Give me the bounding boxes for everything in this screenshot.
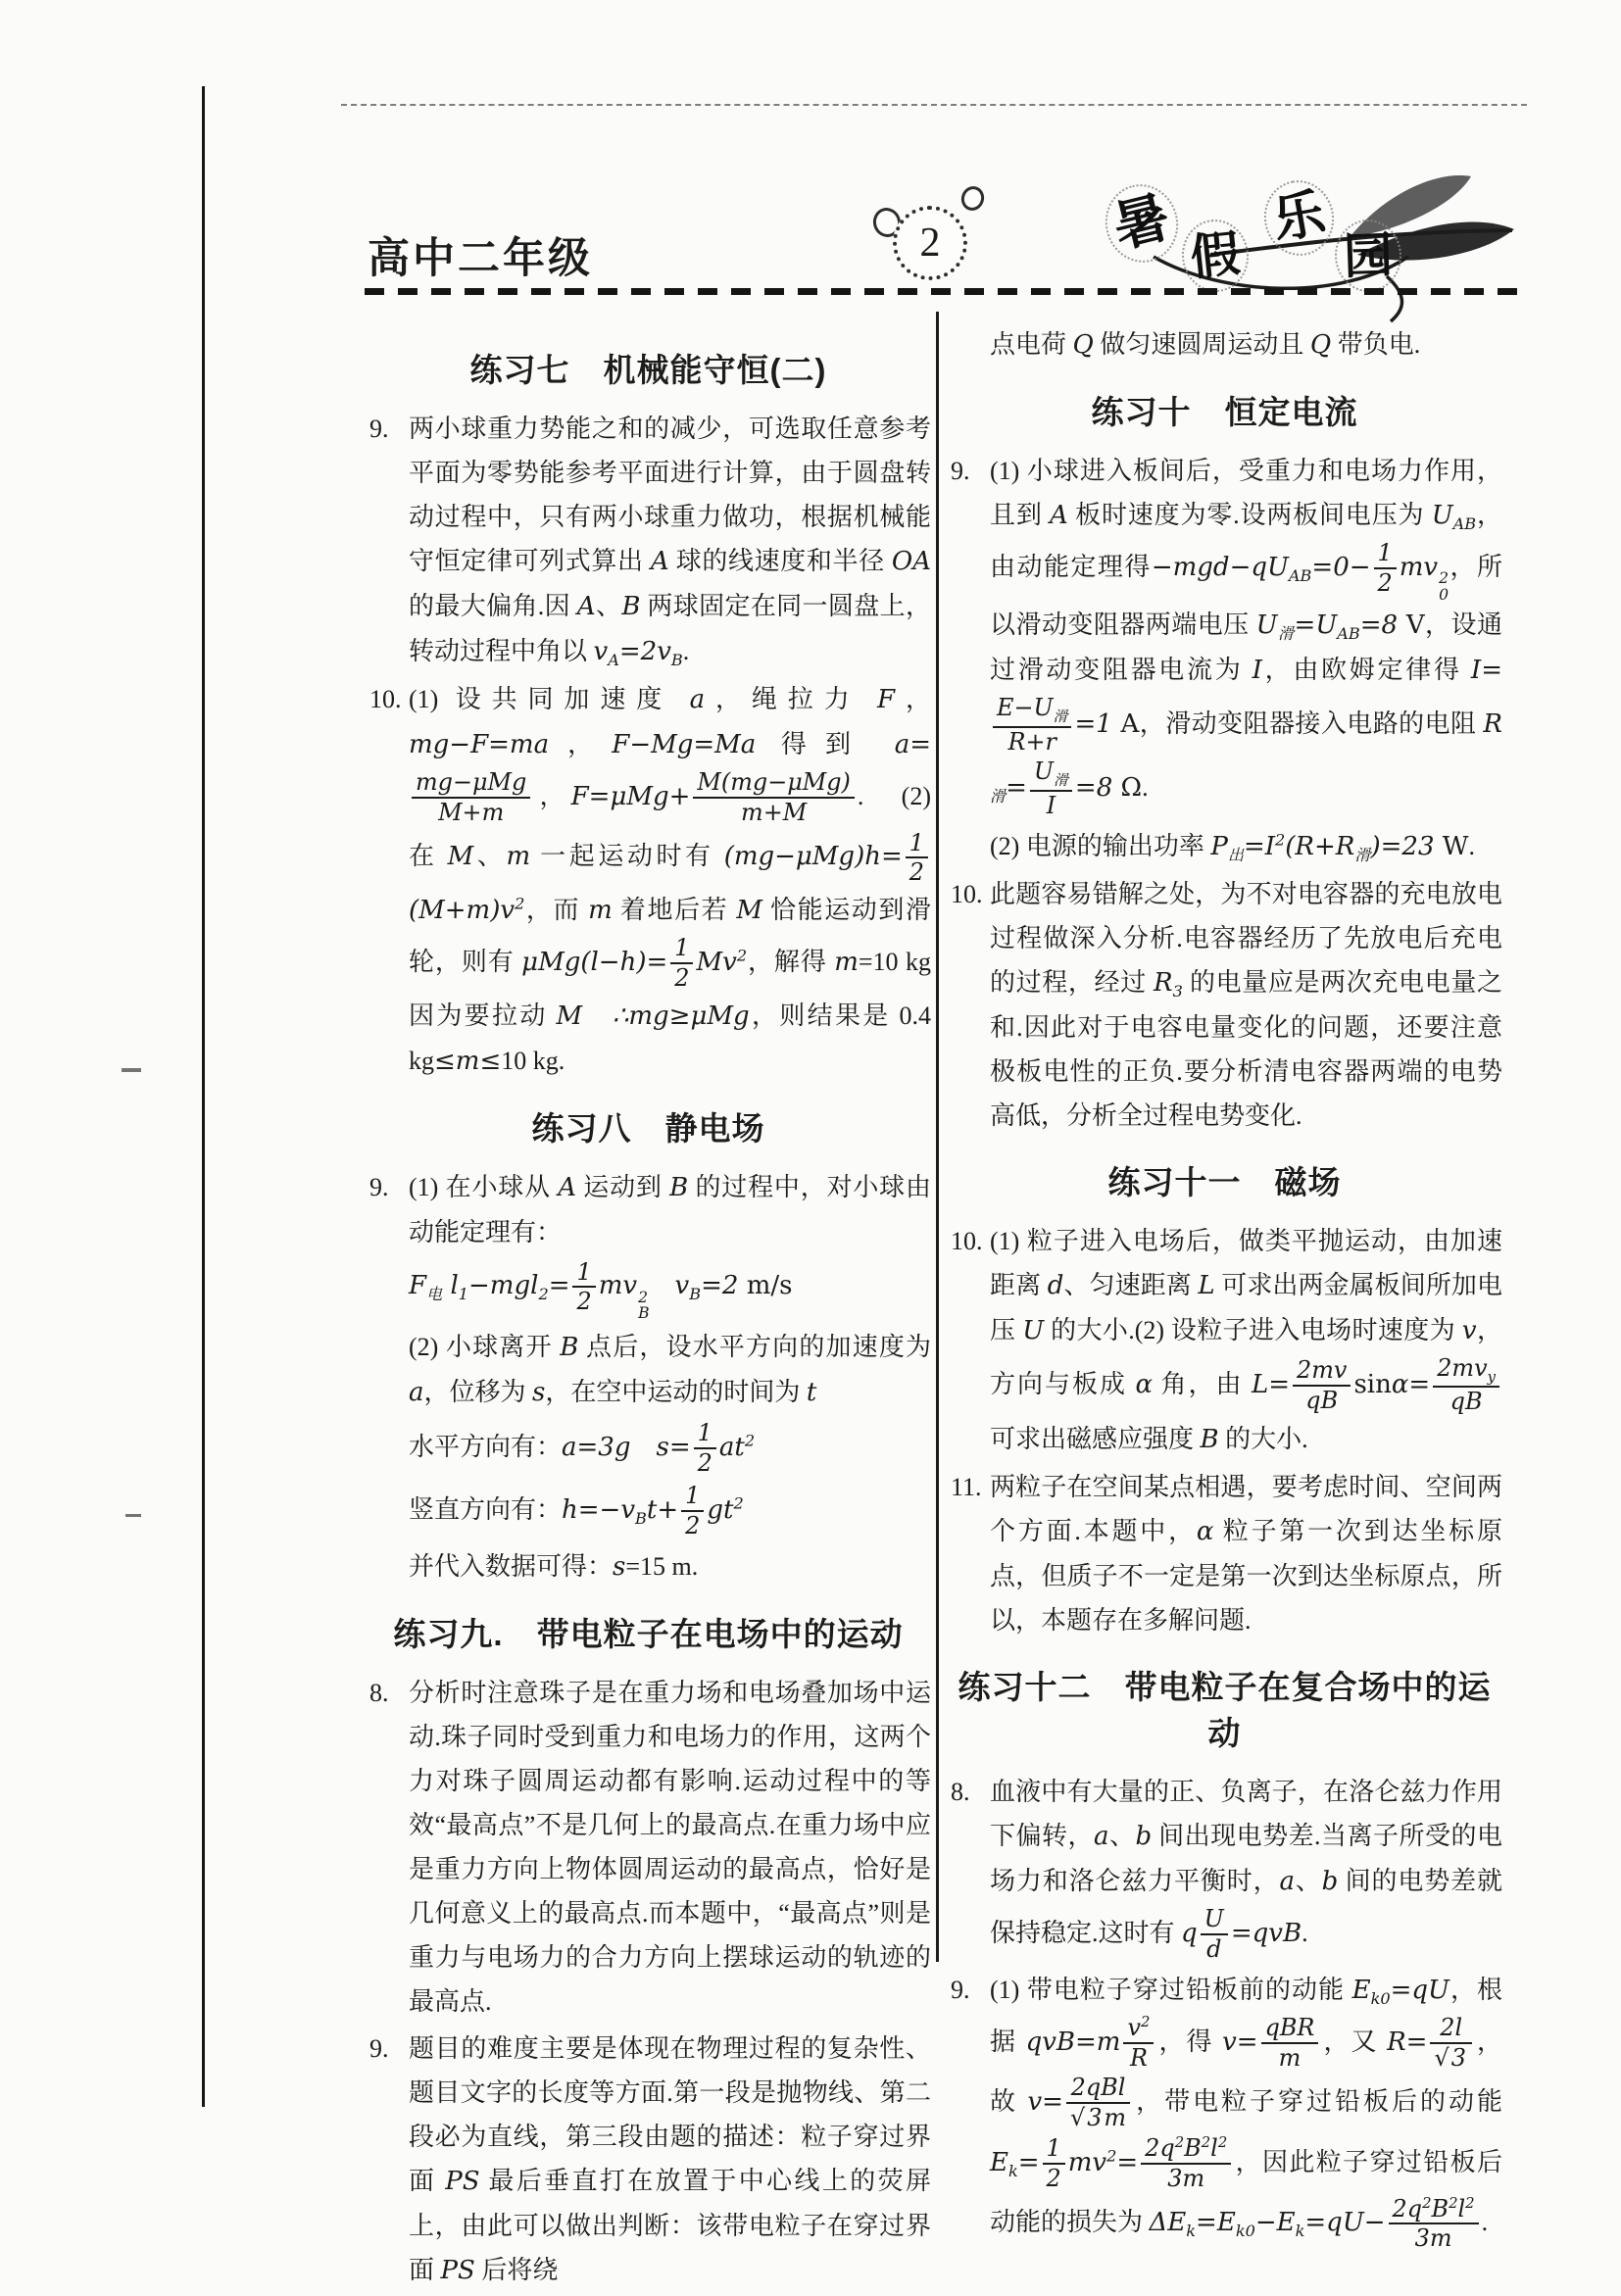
math-expression: Q bbox=[1309, 330, 1332, 360]
fraction-denominator: 2 bbox=[1377, 568, 1393, 597]
square-root bbox=[1070, 2105, 1104, 2131]
fraction bbox=[906, 830, 928, 887]
fraction-numerator: $2q^2B^2l^2$ bbox=[1389, 2196, 1479, 2225]
item-number: 10. bbox=[951, 879, 983, 908]
fraction-numerator: 1 bbox=[670, 935, 693, 964]
subscripted: $l_1$ bbox=[450, 1271, 469, 1304]
math-expression: d bbox=[1047, 1270, 1064, 1300]
math-expression: $P_出=I^2(R+R_滑)=23$ W bbox=[1210, 830, 1469, 865]
paragraph-text: (1) 粒子进入电场后，做类平抛运动，由加速距离 d、匀速距离 L 可求出两金属板间所加电压 U 的大小.(2) 设粒子进入电场时速度为 v，方向与板成 α 角，由 L= $\frac{2mv}{qB}$ sinα= $\frac{2mv_y}{qB}$ 可求出磁感应强度 B 的大小. bbox=[990, 1226, 1502, 1455]
subscript: k bbox=[1295, 2222, 1305, 2241]
subscript: 0 bbox=[1439, 585, 1449, 604]
subscript: 3 bbox=[1172, 982, 1183, 1001]
math-expression: α bbox=[1135, 1369, 1154, 1399]
fraction-numerator: 2qBl bbox=[1066, 2075, 1130, 2104]
subscript: AB bbox=[1337, 624, 1360, 644]
superscripted: $t^2$ bbox=[723, 1493, 744, 1526]
superscript: 2 bbox=[515, 894, 525, 913]
subscript: B bbox=[689, 1285, 702, 1304]
fraction bbox=[681, 1483, 704, 1539]
fraction bbox=[993, 695, 1071, 755]
superscripted: $v^2$ bbox=[1092, 2146, 1117, 2177]
fraction-numerator: 1 bbox=[694, 1420, 716, 1449]
fraction-denominator: 2 bbox=[1046, 2164, 1061, 2192]
subscript: 出 bbox=[1227, 846, 1244, 865]
subscripted: $E_{k0}$ bbox=[1351, 1975, 1391, 2008]
math-expression: a bbox=[409, 1377, 424, 1407]
math-expression: R= $\frac{2l}{√3}$ bbox=[1387, 2027, 1475, 2057]
header-dashed-rule bbox=[365, 288, 1527, 295]
item-number: 10. bbox=[951, 1226, 983, 1255]
subscript: B bbox=[638, 1304, 650, 1323]
superscripted: $v^2$ bbox=[722, 946, 748, 977]
math-expression: α bbox=[1196, 1517, 1214, 1547]
superscript: 2 bbox=[1217, 2133, 1228, 2151]
math-expression: b bbox=[1321, 1867, 1339, 1897]
math-expression: $R_滑=$ $\frac{U_滑}{I}$ =8 Ω bbox=[990, 708, 1502, 820]
answer-paragraph bbox=[366, 1544, 931, 1589]
answer-paragraph bbox=[366, 1257, 931, 1322]
subscript: 电 bbox=[426, 1285, 443, 1304]
fraction-numerator: 1 bbox=[572, 1259, 595, 1289]
section-title: 练习十二 带电粒子在复合场中的运动 bbox=[958, 1669, 1492, 1752]
superscript: 2 bbox=[1449, 2194, 1458, 2212]
fraction-denominator: 3m bbox=[1167, 2164, 1205, 2192]
math-expression: a=3g s= $\frac{1}{2}$ $at^2$ bbox=[562, 1418, 756, 1477]
math-expression: PS bbox=[445, 2166, 480, 2196]
upright-text: V bbox=[1405, 611, 1425, 641]
fraction-denominator bbox=[1430, 2044, 1471, 2072]
superscript: 2 bbox=[638, 1289, 648, 1307]
subscripted: $F_电$ bbox=[409, 1271, 443, 1304]
brand-character: 假 bbox=[1188, 225, 1243, 286]
math-expression: F=μMg+ $\frac{\text{M(mg−μMg)}}{m+M}$ bbox=[571, 782, 858, 811]
subscript: 滑 bbox=[1354, 846, 1371, 865]
upright-text: m/s bbox=[746, 1271, 793, 1301]
subscript: 2 bbox=[538, 1285, 549, 1304]
item-number: 9. bbox=[951, 1975, 970, 2004]
subscript: k0 bbox=[1370, 1989, 1391, 2008]
fraction-denominator: R+r bbox=[1007, 727, 1056, 756]
math-expression: v= $\frac{\text{qBR}}{m}$ bbox=[1222, 2027, 1321, 2057]
superscripted: $l^2$ bbox=[1457, 2194, 1475, 2223]
fraction-denominator: d bbox=[1206, 1935, 1222, 1964]
math-expression: B bbox=[1200, 1425, 1219, 1455]
math-expression bbox=[1153, 967, 1183, 1001]
subscripted: $R_滑$ bbox=[1335, 831, 1371, 865]
answer-paragraph bbox=[947, 1465, 1502, 1642]
fraction-numerator: mg−μMg bbox=[412, 769, 530, 799]
fraction-denominator: M+m bbox=[438, 798, 505, 826]
math-expression: $-mgd-qU_{AB}=0-$ $\frac{1}{2}$ mv 2 0 bbox=[1151, 539, 1449, 604]
item-number: 9. bbox=[951, 457, 970, 485]
answer-paragraph bbox=[947, 872, 1502, 1138]
math-expression: Q bbox=[1072, 330, 1094, 360]
fraction-numerator: 1 bbox=[906, 830, 928, 859]
upright-text: Ω bbox=[1120, 773, 1143, 804]
subscripted: $R_3$ bbox=[1153, 967, 1183, 1001]
superscripted: $B^2$ bbox=[1431, 2194, 1458, 2223]
math-expression: qvB=m $\frac{v^2}{R}$ bbox=[1026, 2027, 1157, 2057]
upright-text: sin bbox=[1353, 1369, 1392, 1399]
superscripted: $q^2$ bbox=[1159, 2133, 1185, 2162]
paragraph-text: (1) 小球进入板间后，受重力和电场力作用，且到 A 板时速度为零.设两板间电压为 $U_{AB}$，由动能定理得$-mgd-qU_{AB}=0-$ $\frac{1}{2}$ mv 2 0 ，所以滑动变阻器两端电压 $U_滑=U_{AB}=8$ V，设通过滑动变阻器电流为 I，由欧姆定律得 I= $\frac{E-U_滑}{R+r}$ =1 A，滑动变阻器接入电路的电阻 $R_滑=$ $\frac{U_滑}{I}$ =8 Ω. bbox=[990, 457, 1502, 820]
superscript: 2 bbox=[1106, 2146, 1117, 2166]
subscripted: $l_2$ bbox=[530, 1271, 549, 1304]
fraction-denominator: R bbox=[1129, 2043, 1148, 2072]
answer-paragraph bbox=[947, 322, 1502, 367]
superscripted: $I^2$ bbox=[1264, 830, 1286, 861]
page-number: 2 bbox=[919, 220, 941, 266]
answer-paragraph bbox=[947, 1770, 1502, 1965]
math-expression: mg−F=ma bbox=[409, 730, 550, 759]
fraction-numerator: 2l bbox=[1430, 2015, 1471, 2044]
answer-paragraph bbox=[366, 1671, 931, 2024]
subscript: k0 bbox=[1235, 2222, 1255, 2241]
radicand: 3 bbox=[1087, 2104, 1103, 2132]
math-expression: B bbox=[621, 592, 641, 621]
superscript: 2 bbox=[1275, 830, 1286, 850]
answer-paragraph bbox=[366, 407, 931, 674]
math-expression: L= $\frac{2mv}{qB}$ sinα= $\frac{2mv_y}{qB}$ bbox=[1252, 1370, 1502, 1399]
section-title: 练习十一 磁场 bbox=[1107, 1163, 1342, 1200]
paragraph-text: 此题容易错解之处，为不对电容器的充电放电过程做深入分析.电容器经历了先放电后充电的过程，经过 $R_3$ 的电量应是两次充电电量之和.因此对于电容电量变化的问题，还要注意极板电性的正负.要分析清电容器两端的电势高低，分析全过程电势变化. bbox=[990, 879, 1502, 1130]
math-expression: B bbox=[560, 1332, 579, 1362]
radicand: 3 bbox=[1450, 2043, 1466, 2072]
subscripted: $v_y$ bbox=[1474, 1353, 1496, 1386]
paragraph-text: 血液中有大量的正、负离子，在洛仑兹力作用下偏转，a、b 间出现电势差.当离子所受的电场力和洛仑兹力平衡时，a、b 间的电势差就保持稳定.这时有 q $\frac{U}{d}$ =qvB. bbox=[990, 1778, 1502, 1964]
sub-sup-stack bbox=[638, 1290, 649, 1322]
subscripted: $U_滑$ bbox=[1033, 694, 1068, 725]
math-expression: I= $\frac{E-U_滑}{R+r}$ =1 A bbox=[990, 656, 1502, 739]
paragraph-text: 分析时注意珠子是在重力场和电场叠加场中运动.珠子同时受到重力和电场力的作用，这两个力对珠子圆周运动都有影响.运动过程中的等效“最高点”不是几何上的最高点.在重力场中应是重力方向上物体圆周运动的最高点，恰好是几何意义上的最高点.而本题中，“最高点”则是重力与电场力的合力方向上摆球运动的轨迹的最高点. bbox=[409, 1678, 931, 2016]
upright-text: A bbox=[1120, 708, 1140, 739]
fraction-denominator: 2 bbox=[685, 1512, 701, 1540]
superscript: 2 bbox=[1201, 2133, 1211, 2151]
paragraph-text bbox=[409, 1257, 793, 1323]
math-expression: $F_电$ $l_1-mgl_2=$ $\frac{1}{2}$ mv 2 B $v_B=2$ m/s bbox=[409, 1257, 793, 1323]
math-expression: ∴mg≥μMg bbox=[612, 1001, 750, 1031]
brand-character: 乐 bbox=[1268, 184, 1330, 251]
fraction-denominator: 2 bbox=[697, 1448, 712, 1477]
brand-character: 暑 bbox=[1107, 187, 1176, 260]
brand-character: 园 bbox=[1343, 227, 1394, 284]
page-badge-bubble-icon bbox=[958, 183, 987, 214]
math-expression: A bbox=[576, 592, 596, 621]
subscript: 滑 bbox=[990, 787, 1007, 806]
math-expression: a bbox=[1093, 1822, 1109, 1852]
fraction-numerator: U bbox=[1201, 1906, 1228, 1935]
math-expression: A bbox=[1050, 501, 1068, 530]
subscript: A bbox=[608, 651, 619, 670]
fraction bbox=[572, 1259, 595, 1316]
answer-paragraph bbox=[366, 677, 931, 1084]
paragraph-text: (2) 电源的输出功率 $P_出=I^2(R+R_滑)=23$ W. bbox=[990, 830, 1476, 865]
subscripted: $E_k$ bbox=[1167, 2208, 1197, 2241]
math-expression: M bbox=[736, 896, 762, 926]
math-expression: v bbox=[1461, 1315, 1477, 1345]
paragraph-text: 水平方向有：a=3g s= $\frac{1}{2}$ $at^2$ bbox=[409, 1418, 756, 1477]
radical-sign: √ bbox=[1434, 2043, 1449, 2072]
superscripted: $l^2$ bbox=[1210, 2133, 1228, 2162]
item-number: 10. bbox=[369, 685, 402, 713]
fraction-numerator bbox=[1123, 2015, 1154, 2044]
paragraph-text: 两小球重力势能之和的减少，可选取任意参考平面为零势能参考平面进行计算，由于圆盘转动过程中，只有两小球重力做功，根据机械能守恒定律可列式算出 A 球的线速度和半径 OA 的最大偏角.因 A、B 两球固定在同一圆盘上，转动过程中角以 $v_A=2v_B$. bbox=[409, 415, 931, 670]
answer-paragraph bbox=[366, 2027, 931, 2293]
math-expression: $E_k=$ $\frac{1}{2}$ $mv^2=$ $\frac{2q^2B^2l^2}{3m}$ bbox=[990, 2148, 1234, 2177]
math-expression: F−Mg=Ma bbox=[612, 730, 757, 759]
math-expression: a bbox=[689, 685, 706, 714]
fraction bbox=[412, 769, 530, 826]
subscript: AB bbox=[1288, 565, 1312, 585]
superscripted: $B^2$ bbox=[1184, 2133, 1211, 2162]
math-expression: μMg(l−h)= $\frac{1}{2}$ Mv$^2$ bbox=[521, 934, 748, 992]
superscripted: $t^2$ bbox=[734, 1430, 756, 1462]
item-number: 8. bbox=[369, 1678, 389, 1707]
fraction-numerator: 2mv bbox=[1293, 1357, 1351, 1387]
subscript: 滑 bbox=[1277, 624, 1295, 644]
subscripted: $v_B$ bbox=[674, 1271, 702, 1304]
paragraph-text: (1) 设共同加速度 a，绳拉力 F，mg−F=ma，F−Mg=Ma 得到 a= $\frac{\text{mg−μMg}}{M+m}$ ，F=μMg+ $\frac{\text{M(mg−μMg)}}{m+M}$ . (2) 在 M、m 一起运动时有 (mg−μMg)h= $\frac{1}{2}$ $(M+m)v^2$，而 m 着地后若 M 恰能运动到滑轮，则有 μMg(l−h)= $\frac{1}{2}$ Mv$^2$，解得 m=10 kg 因为要拉动 M ∴mg≥μMg，则结果是 0.4 kg≤m≤10 kg. bbox=[409, 685, 931, 1076]
paragraph-text: 两粒子在空间某点相遇，要考虑时间、空间两个方面.本题中，α 粒子第一次到达坐标原点，但质子不一定是第一次到达坐标原点，所以，本题存在多解问题. bbox=[990, 1473, 1502, 1636]
subscripted: $E_{k0}$ bbox=[1216, 2208, 1255, 2241]
sub-sup: v 2 0 bbox=[1423, 552, 1449, 604]
math-expression: M bbox=[447, 842, 474, 872]
sub-sup: v 2 B bbox=[622, 1271, 650, 1323]
paragraph-text: 点电荷 Q 做匀速圆周运动且 Q 带负电. bbox=[990, 330, 1421, 360]
fraction-numerator: 1 bbox=[681, 1483, 704, 1512]
subscripted: $E_k$ bbox=[990, 2147, 1018, 2180]
subscript: k bbox=[1007, 2161, 1018, 2180]
item-number: 8. bbox=[951, 1778, 970, 1807]
fraction bbox=[670, 935, 693, 992]
math-expression: I bbox=[1252, 656, 1262, 686]
fraction bbox=[1141, 2135, 1231, 2192]
superscripted: $q^2$ bbox=[1406, 2194, 1432, 2223]
section-title: 练习八 静电场 bbox=[531, 1109, 765, 1147]
fraction-numerator: 1 bbox=[1043, 2135, 1065, 2165]
fraction-denominator: m bbox=[1278, 2043, 1302, 2072]
answer-paragraph bbox=[366, 1325, 931, 1415]
subscript: B bbox=[635, 1509, 647, 1529]
subscript: AB bbox=[1452, 514, 1477, 534]
fraction-denominator: 2 bbox=[674, 963, 690, 992]
page-edge-line bbox=[202, 86, 205, 2107]
math-expression: B bbox=[669, 1172, 689, 1202]
superscript: 2 bbox=[1422, 2194, 1432, 2212]
item-number: 11. bbox=[951, 1473, 982, 1502]
math-expression: M bbox=[556, 1001, 583, 1031]
subscript: 滑 bbox=[1054, 772, 1068, 790]
sub-sup-stack bbox=[1439, 570, 1449, 603]
brand-wordmark bbox=[1063, 137, 1534, 323]
math-expression bbox=[1431, 501, 1477, 534]
math-expression: v= $\frac{\text{2qBl}}{√3m}$ bbox=[1027, 2087, 1133, 2117]
fraction bbox=[694, 1420, 716, 1477]
math-expression: L bbox=[1198, 1270, 1215, 1300]
subscripted: $U_{AB}$ bbox=[1267, 552, 1312, 585]
fraction-denominator: qB bbox=[1305, 1386, 1339, 1414]
fraction-denominator: m+M bbox=[741, 798, 808, 826]
margin-tick bbox=[122, 1068, 141, 1072]
subscripted: $v_A$ bbox=[593, 637, 619, 670]
math-expression: m bbox=[506, 842, 531, 872]
math-expression: OA bbox=[891, 547, 931, 576]
section-title: 练习九. 带电粒子在电场中的运动 bbox=[393, 1615, 904, 1652]
fraction bbox=[1293, 1357, 1351, 1414]
margin-tick bbox=[125, 1514, 141, 1517]
left-column bbox=[366, 325, 931, 2296]
fraction bbox=[1066, 2075, 1130, 2131]
math-expression: a bbox=[1279, 1867, 1295, 1897]
fraction bbox=[1430, 2015, 1471, 2072]
math-expression: a= $\frac{\text{mg−μMg}}{M+m}$ bbox=[409, 730, 931, 811]
subscripted: $v_B$ bbox=[657, 637, 683, 670]
item-number: 9. bbox=[369, 1172, 389, 1201]
math-expression: b bbox=[1135, 1822, 1153, 1852]
column-divider bbox=[936, 312, 939, 1962]
superscript: 2 bbox=[1439, 569, 1449, 588]
subscripted: $v_B$ bbox=[620, 1495, 647, 1529]
math-expression: $\Delta E_k=E_{k0}-E_k=qU-$ $\frac{2q^2B^2l^2}{3m}$ bbox=[1150, 2208, 1482, 2237]
item-number: 9. bbox=[369, 415, 389, 443]
fraction-numerator: 1 bbox=[1374, 540, 1397, 569]
math-expression: ≤m≤ bbox=[434, 1046, 502, 1076]
math-expression: $E_{k0}=qU$ bbox=[1351, 1975, 1449, 2008]
math-expression: $U_滑=U_{AB}=8$ V bbox=[1255, 611, 1425, 644]
superscript: 2 bbox=[1140, 2013, 1151, 2030]
subscript: B bbox=[670, 651, 683, 670]
subscript: y bbox=[1487, 1368, 1496, 1386]
answer-paragraph bbox=[947, 1968, 1502, 2254]
page-number-badge bbox=[893, 206, 967, 280]
fraction bbox=[1374, 540, 1397, 597]
superscript: 2 bbox=[744, 1430, 756, 1449]
math-expression: PS bbox=[440, 2255, 475, 2285]
superscript: 2 bbox=[1465, 2194, 1475, 2212]
fraction bbox=[1030, 758, 1072, 818]
paragraph-text: (2) 小球离开 B 点后，设水平方向的加速度为 a，位移为 s，在空中运动的时间为 t bbox=[409, 1332, 931, 1407]
fraction-numerator: M(mg−μMg) bbox=[693, 769, 854, 799]
math-expression: t bbox=[806, 1377, 817, 1407]
answer-paragraph bbox=[366, 1481, 931, 1541]
fraction-denominator: qB bbox=[1449, 1388, 1483, 1416]
square-root bbox=[1434, 2045, 1467, 2072]
math-expression: $v_A=2v_B$ bbox=[593, 637, 683, 670]
math-expression: s bbox=[532, 1377, 546, 1407]
math-expression: $h=-v_Bt+$ $\frac{1}{2}$ $gt^2$ bbox=[562, 1482, 744, 1540]
fraction bbox=[1043, 2135, 1065, 2192]
answer-paragraph bbox=[947, 449, 1502, 821]
answer-paragraph bbox=[366, 1165, 931, 1254]
subscripted: $U_滑$ bbox=[1033, 757, 1068, 790]
superscripted: $v^2$ bbox=[1127, 2013, 1151, 2041]
paragraph-text: (1) 带电粒子穿过铅板前的动能 $E_{k0}=qU$，根据 qvB=m $\frac{v^2}{R}$ ，得 v= $\frac{\text{qBR}}{m}$ ，又 R= $\frac{2l}{√3}$ ，故 v= $\frac{\text{2qBl}}{√3m}$ ，带电粒子穿过铅板后的动能 $E_k=$ $\frac{1}{2}$ $mv^2=$ $\frac{2q^2B^2l^2}{3m}$ ，因此粒子穿过铅板后动能的损失为 $\Delta E_k=E_{k0}-E_k=qU-$ $\frac{2q^2B^2l^2}{3m}$ . bbox=[990, 1975, 1502, 2253]
grade-label: 高中二年级 bbox=[368, 235, 593, 282]
upright-text: W bbox=[1442, 831, 1469, 861]
superscript: 2 bbox=[736, 946, 748, 965]
subscript: 滑 bbox=[1053, 708, 1068, 725]
fraction bbox=[1123, 2015, 1154, 2072]
subscripted: $R_滑$ bbox=[990, 708, 1502, 806]
math-expression: q $\frac{U}{d}$ =qvB bbox=[1181, 1905, 1302, 1964]
answer-paragraph bbox=[366, 1418, 931, 1479]
subscripted: $U_滑$ bbox=[1255, 611, 1295, 644]
section-title: 练习十 恒定电流 bbox=[1091, 394, 1358, 430]
fraction-denominator: I bbox=[1046, 792, 1056, 820]
math-expression: m bbox=[834, 947, 859, 977]
answer-paragraph bbox=[947, 824, 1502, 869]
math-expression: (mg−μMg)h= $\frac{1}{2}$ $(M+m)v^2$ bbox=[409, 842, 931, 925]
paragraph-text: 题目的难度主要是体现在物理过程的复杂性、题目文字的长度等方面.第一段是抛物线、第二段必为直线，第三段由题的描述：粒子穿过界面 PS 最后垂直打在放置于中心线上的荧屏上，由此可以做出判断：该带电粒子在穿过界面 PS 后将绕 bbox=[409, 2033, 931, 2285]
fraction bbox=[1389, 2196, 1479, 2253]
paragraph-text: 竖直方向有：$h=-v_Bt+$ $\frac{1}{2}$ $gt^2$ bbox=[409, 1482, 744, 1540]
right-column bbox=[947, 319, 1502, 2257]
subscripted: $U_{AB}$ bbox=[1315, 611, 1360, 644]
math-expression: m bbox=[588, 896, 613, 926]
item-number: 9. bbox=[369, 2033, 389, 2063]
superscripted: $v^2$ bbox=[500, 894, 525, 926]
subscript: k bbox=[1186, 2222, 1197, 2241]
subscripted: $U_{AB}$ bbox=[1431, 501, 1477, 534]
superscript: 2 bbox=[1174, 2133, 1185, 2151]
top-dotted-line bbox=[341, 104, 1527, 106]
fraction bbox=[1261, 2015, 1319, 2072]
subscript: 1 bbox=[458, 1285, 469, 1304]
fraction-numerator: $E-U_滑$ bbox=[993, 695, 1071, 728]
fraction-denominator: √3m bbox=[1069, 2104, 1127, 2132]
fraction bbox=[693, 769, 854, 826]
math-expression: A bbox=[650, 547, 669, 576]
fraction-numerator: $2q^2B^2l^2$ bbox=[1141, 2135, 1231, 2165]
paragraph-text: (1) 在小球从 A 运动到 B 的过程中，对小球由动能定理有： bbox=[409, 1172, 931, 1246]
radical-sign: √ bbox=[1069, 2104, 1086, 2132]
fraction bbox=[1433, 1355, 1499, 1415]
math-expression: s bbox=[613, 1551, 626, 1582]
section-title: 练习七 机械能守恒(二) bbox=[469, 352, 827, 388]
fraction-denominator: 3m bbox=[1414, 2224, 1452, 2253]
fraction-numerator: qBR bbox=[1261, 2015, 1319, 2044]
subscripted: $P_出$ bbox=[1210, 831, 1244, 865]
fraction-denominator: 2 bbox=[576, 1288, 592, 1316]
math-expression: A bbox=[558, 1172, 576, 1202]
subscripted: $E_k$ bbox=[1276, 2208, 1305, 2241]
answer-paragraph bbox=[947, 1219, 1502, 1462]
fraction bbox=[1201, 1906, 1228, 1963]
math-expression: F bbox=[877, 685, 896, 714]
paragraph-text: 并代入数据可得：s=15 m. bbox=[409, 1551, 699, 1582]
superscript: 2 bbox=[733, 1493, 744, 1513]
fraction-numerator: $2mv_y$ bbox=[1433, 1355, 1499, 1389]
fraction-denominator: 2 bbox=[909, 858, 924, 887]
math-expression: U bbox=[1022, 1315, 1045, 1345]
fraction-numerator bbox=[1030, 758, 1072, 792]
